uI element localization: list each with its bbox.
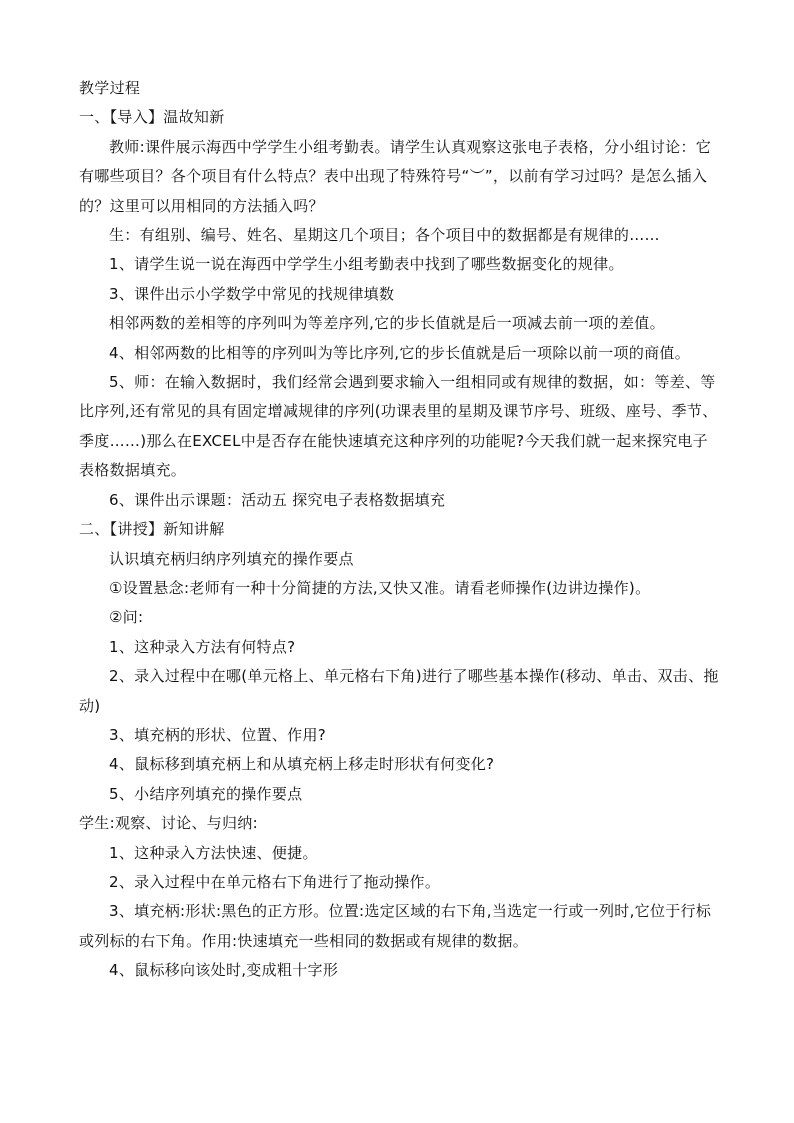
paragraph: 4、鼠标移向该处时,变成粗十字形 (109, 961, 339, 980)
paragraph: 3、课件出示小学数学中常见的找规律填数 (109, 284, 395, 303)
section-title: 教学过程 (79, 79, 141, 97)
paragraph: 3、填充柄的形状、位置、作用? (109, 725, 327, 744)
document-body (79, 74, 719, 986)
paragraph: 学生:观察、讨论、与归纳: (79, 814, 259, 833)
paragraph: ②问: (109, 608, 144, 627)
paragraph: 6、课件出示课题：活动五 探究电子表格数据填充 (109, 490, 446, 509)
paragraph: 5、小结序列填充的操作要点 (109, 784, 303, 803)
paragraph: 1、这种录入方法快速、便捷。 (109, 843, 318, 862)
paragraph: 相邻两数的差相等的序列叫为等差序列,它的步长值就是后一项减去前一项的差值。 (109, 314, 665, 333)
paragraph: 生：有组别、编号、姓名、星期这几个项目；各个项目中的数据都是有规律的…… (109, 226, 660, 245)
paragraph: 认识填充柄归纳序列填充的操作要点 (109, 549, 354, 568)
paragraph: 5、师：在输入数据时，我们经常会遇到要求输入一组相同或有规律的数据，如：等差、等比序列,还有常见的具有固定增减规律的序列(功课表里的星期及课节序号、班级、座号、季节、季度……)那么在EXCEL中是否存在能快速填充这种序列的功能呢?今天我们就一起来探究电子表格数据填充。 (79, 373, 718, 480)
section-heading-intro: 一、【导入】温故知新 (79, 108, 225, 127)
paragraph: ①设置悬念:老师有一种十分简捷的方法,又快又准。请看老师操作(边讲边操作)。 (109, 578, 651, 597)
paragraph: 2、录入过程中在哪(单元格上、单元格右下角)进行了哪些基本操作(移动、单击、双击、拖动) (79, 667, 719, 715)
paragraph: 1、请学生说一说在海西中学学生小组考勤表中找到了哪些数据变化的规律。 (109, 255, 624, 274)
paragraph: 1、这种录入方法有何特点? (109, 637, 296, 656)
section-heading-lecture: 二、【讲授】新知讲解 (79, 520, 225, 539)
paragraph: 4、鼠标移到填充柄上和从填充柄上移走时形状有何变化? (109, 755, 495, 774)
paragraph: 3、填充柄:形状:黑色的正方形。位置:选定区域的右下角,当选定一行或一列时,它位于行标或列标的右下角。作用:快速填充一些相同的数据或有规律的数据。 (79, 902, 712, 950)
paragraph: 教师:课件展示海西中学学生小组考勤表。请学生认真观察这张电子表格，分小组讨论：它有哪些项目？各个项目有什么特点？表中出现了特殊符号“︶”，以前有学习过吗？是怎么插入的？这里可以用相同的方法插入吗？ (79, 137, 712, 215)
paragraph: 2、录入过程中在单元格右下角进行了拖动操作。 (109, 872, 441, 891)
paragraph: 4、相邻两数的比相等的序列叫为等比序列,它的步长值就是后一项除以前一项的商值。 (109, 343, 691, 362)
